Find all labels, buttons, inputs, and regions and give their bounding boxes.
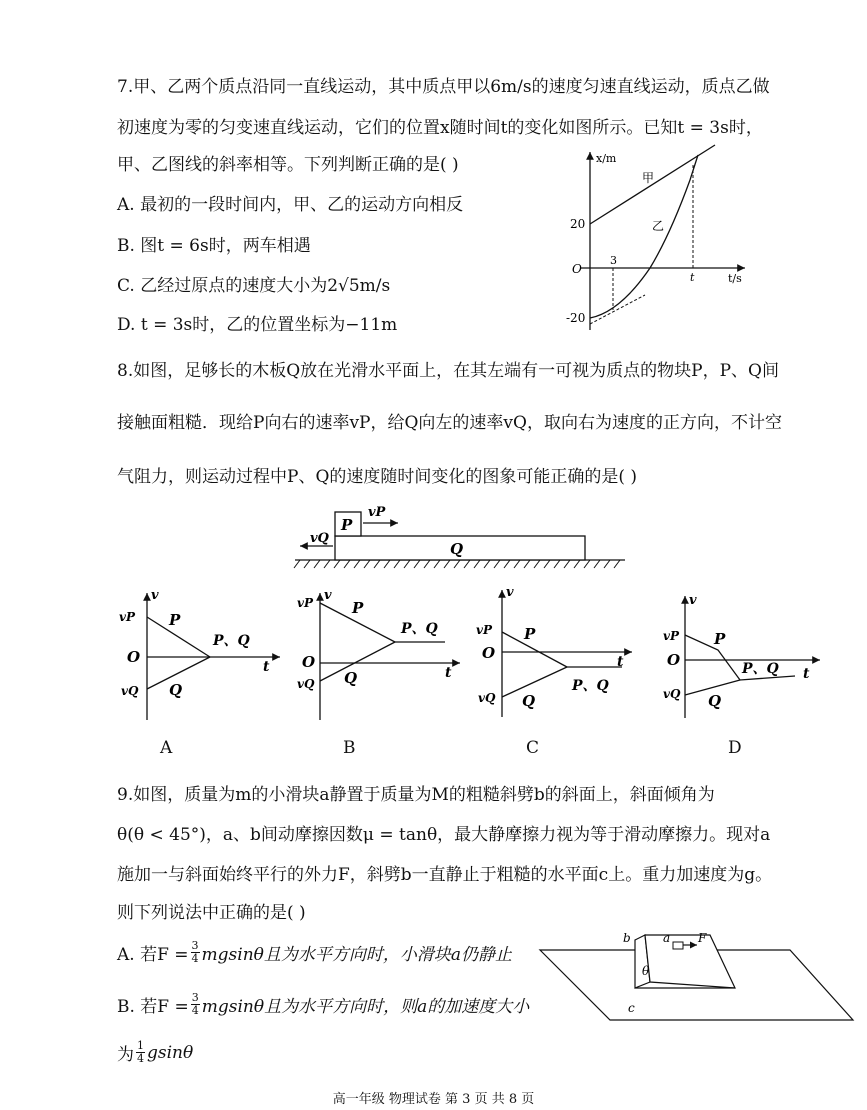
q9-option-b-cont-prefix: 为 [117, 1045, 134, 1065]
page-footer: 高一年级 物理试卷 第 3 页 共 8 页 [332, 1092, 535, 1107]
q7-option-a: A. 最初的一段时间内，甲、乙的运动方向相反 [117, 195, 464, 215]
q9-frac-den: 4 [191, 952, 199, 965]
graph-c-p-label: P [524, 625, 536, 643]
graph-c-vq-label: vQ [478, 691, 496, 705]
q9-label-theta: θ [642, 964, 650, 978]
graph-b-origin: O [302, 653, 316, 671]
graph-b-v-label: v [324, 588, 332, 603]
q9-option-b-fraction [191, 992, 200, 1017]
q9-option-b-continued [117, 1040, 193, 1065]
q8-board-q-label: Q [450, 540, 464, 558]
q9-frac2-den: 4 [137, 1052, 144, 1065]
q9-block-a [673, 942, 683, 949]
q7-tick-20: 20 [570, 217, 586, 231]
q7-line2: 初速度为零的匀变速直线运动，它们的位置x随时间t的变化如图所示。已知t = 3s时， [117, 118, 763, 138]
graph-c-origin: O [482, 644, 496, 662]
q7-label-yi: 乙 [652, 219, 665, 233]
graph-c-t-label: t [617, 654, 624, 670]
q8-graph-a [115, 585, 290, 725]
graph-c-pq-label: P、Q [572, 678, 609, 694]
q8-graph-b [295, 585, 470, 725]
graph-a-v-label: v [151, 588, 159, 603]
graph-d-p-label: P [714, 630, 726, 648]
q7-xt-graph [560, 140, 750, 340]
q8-graph-d [660, 588, 830, 723]
q9-frac-den-b: 4 [191, 1004, 199, 1017]
graph-a-origin: O [127, 648, 141, 666]
q7-tick-neg20: -20 [566, 311, 586, 325]
q9-label-c: c [628, 1001, 635, 1015]
q7-y-axis-label: x/m [596, 152, 617, 165]
q9-label-b: b [623, 931, 631, 945]
q9-line2: θ(θ < 45°)，a、b间动摩擦因数μ = tanθ，最大静摩擦力视为等于滑动摩擦力。现对a [117, 825, 771, 845]
graph-a-vp-label: vP [119, 610, 135, 624]
q8-line2: 接触面粗糙．现给P向右的速率vP，给Q向左的速率vQ，取向右为速度的正方向，不计空 [117, 413, 782, 433]
graph-b-vp-label: vP [297, 596, 313, 610]
q7-tangent-dashed [590, 295, 645, 324]
graph-b-p-label: P [352, 599, 364, 617]
q9-line3: 施加一与斜面始终平行的外力F，斜劈b一直静止于粗糙的水平面c上。重力加速度为g。 [117, 865, 773, 885]
q8-vp-label: vP [368, 505, 386, 520]
graph-b-line-q [320, 642, 395, 681]
q9-option-a-suffix: mgsinθ且为水平方向时，小滑块a仍静止 [201, 945, 513, 965]
graph-d-t-label: t [803, 666, 810, 682]
q9-frac2-num: 1 [137, 1039, 144, 1052]
graph-b-vq-label: vQ [297, 677, 315, 691]
q9-frac-num-b: 3 [191, 991, 199, 1004]
graph-b-pq-label: P、Q [401, 621, 438, 637]
graph-d-vq-label: vQ [663, 687, 681, 701]
q7-tick-3: 3 [610, 254, 617, 267]
q8-vq-label: vQ [310, 531, 329, 546]
q7-x-axis-label: t/s [728, 272, 742, 285]
q9-option-b-prefix: B. 若F = [117, 997, 189, 1017]
q8-label-d: D [728, 738, 742, 758]
graph-c-vp-label: vP [476, 623, 492, 637]
q9-option-b-cont-suffix: gsinθ [147, 1042, 194, 1063]
q9-line4: 则下列说法中正确的是( ) [117, 903, 306, 923]
graph-a-p-label: P [169, 611, 181, 629]
q7-tick-t: t [690, 271, 695, 284]
q7-line1: 7.甲、乙两个质点沿同一直线运动，其中质点甲以6m/s的速度匀速直线运动，质点乙做 [117, 77, 770, 97]
graph-a-q-label: Q [169, 681, 183, 699]
q9-option-a-prefix: A. 若F = [117, 945, 189, 965]
q7-origin: O [572, 262, 582, 276]
graph-c-v-label: v [506, 585, 514, 600]
graph-d-origin: O [667, 651, 681, 669]
q9-option-b-suffix: mgsinθ且为水平方向时，则a的加速度大小 [201, 997, 530, 1017]
q8-line3: 气阻力，则运动过程中P、Q的速度随时间变化的图象可能正确的是( ) [117, 467, 638, 487]
q9-frac-num: 3 [191, 939, 199, 952]
q8-line1: 8.如图，足够长的木板Q放在光滑水平面上，在其左端有一可视为质点的物块P，P、Q间 [117, 361, 779, 381]
graph-b-t-label: t [445, 665, 452, 681]
q7-line3: 甲、乙图线的斜率相等。下列判断正确的是( ) [117, 155, 459, 175]
q9-option-b-cont-fraction [136, 1040, 145, 1065]
q9-option-a [117, 940, 512, 965]
q8-graph-c [472, 582, 647, 722]
graph-d-q-label: Q [708, 692, 722, 710]
q7-option-c: C. 乙经过原点的速度大小为2√5m/s [117, 276, 391, 296]
graph-a-vq-label: vQ [121, 684, 139, 698]
q8-board-figure [290, 500, 630, 580]
q8-block-p-label: P [341, 516, 353, 534]
q7-label-jia: 甲 [642, 171, 655, 185]
graph-d-pq-label: P、Q [742, 661, 779, 677]
q8-label-b: B [343, 738, 356, 758]
q9-wedge-slope [645, 935, 735, 988]
graph-a-pq-label: P、Q [213, 633, 250, 649]
q7-option-b: B. 图t = 6s时，两车相遇 [117, 236, 311, 256]
q9-line1: 9.如图，质量为m的小滑块a静置于质量为M的粗糙斜劈b的斜面上，斜面倾角为 [117, 785, 715, 805]
q9-label-f: F [698, 931, 707, 945]
graph-d-vp-label: vP [663, 629, 679, 643]
graph-a-t-label: t [263, 659, 270, 675]
q8-label-a: A [160, 738, 173, 758]
q9-label-a: a [663, 931, 671, 945]
q9-option-a-fraction [191, 940, 200, 965]
q9-wedge-figure [535, 920, 855, 1030]
q9-option-b [117, 992, 529, 1017]
q8-ground-hatch [294, 560, 620, 568]
graph-b-q-label: Q [344, 669, 358, 687]
q8-label-c: C [526, 738, 540, 758]
graph-c-q-label: Q [522, 692, 536, 710]
graph-d-v-label: v [689, 593, 697, 608]
q7-option-d: D. t = 3s时，乙的位置坐标为−11m [117, 315, 398, 335]
